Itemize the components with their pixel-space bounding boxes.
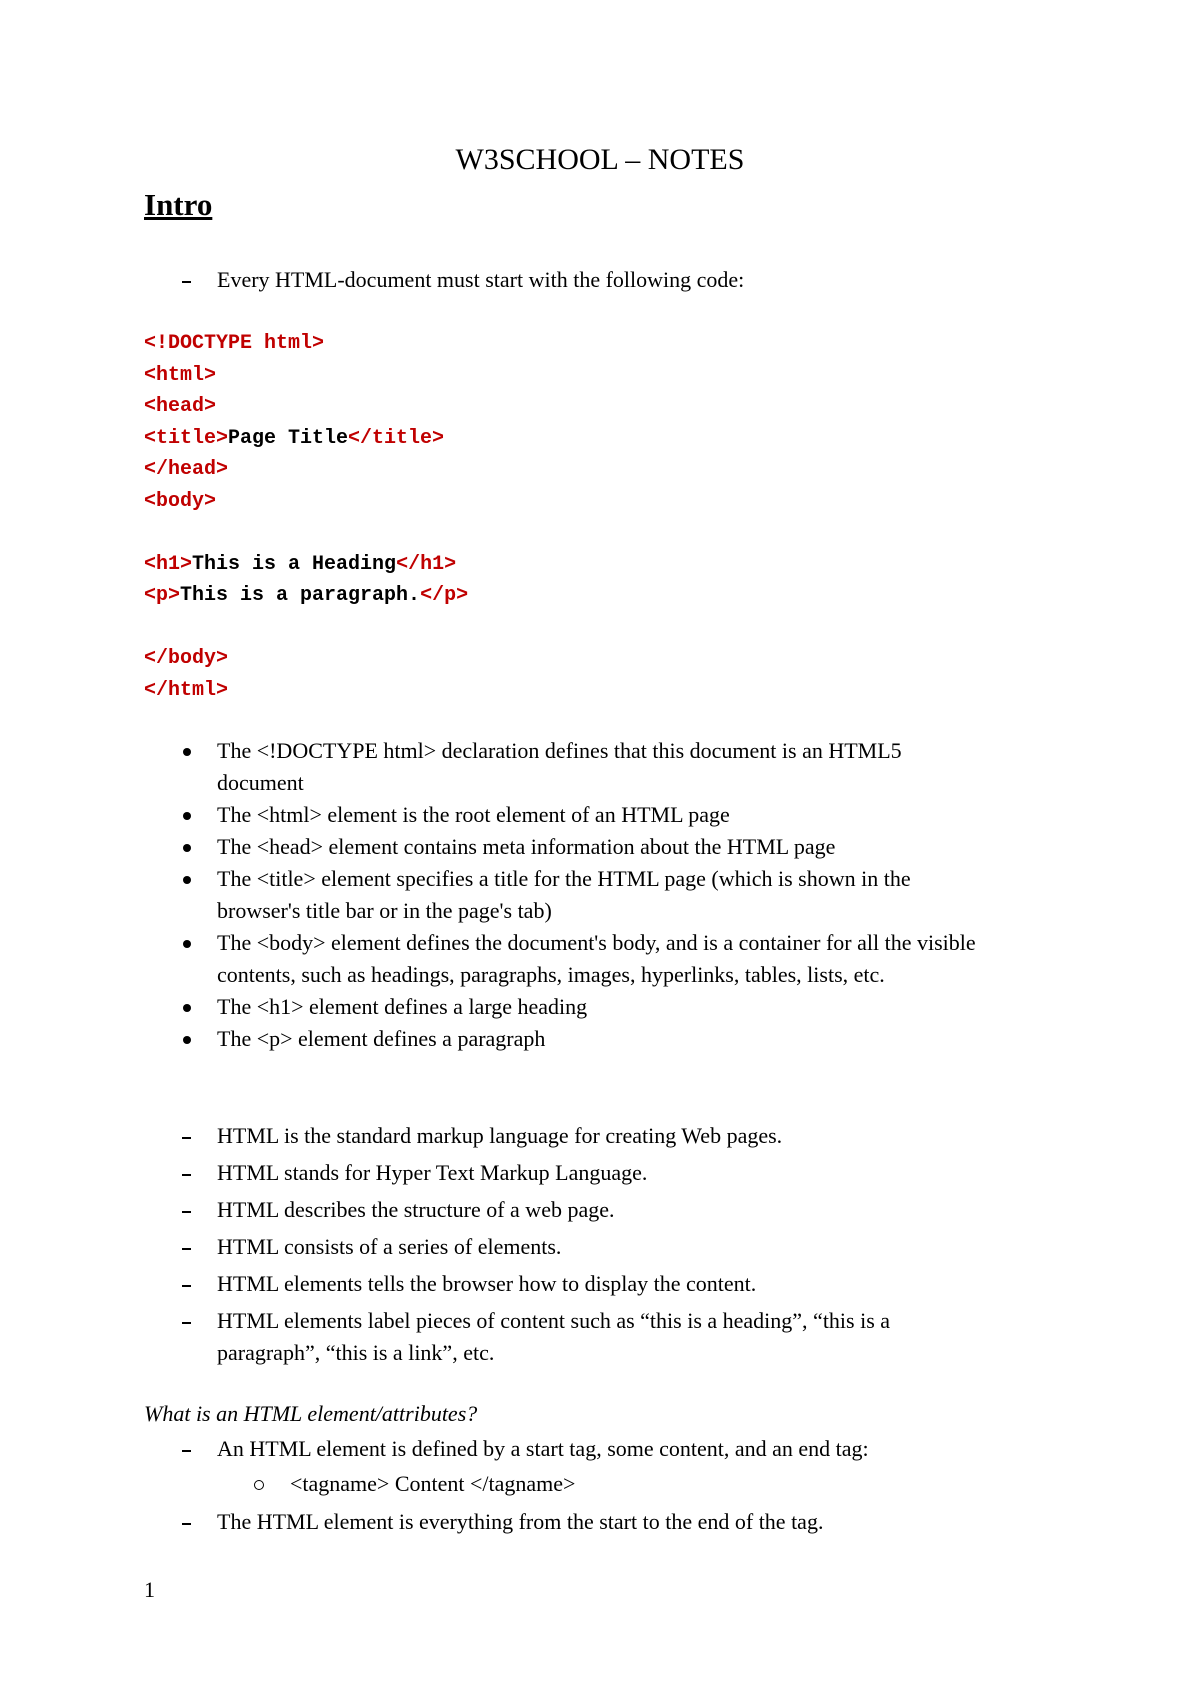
code-text: Page Title [228,426,349,450]
code-line [144,675,468,707]
dash-item-text: HTML is the standard markup language for creating Web pages. [217,1123,783,1148]
code-tag: <title> [144,426,229,450]
dash-item [217,1305,890,1369]
bullet-item-text: The <head> element contains meta information about the HTML page [217,834,836,859]
page-number: 1 [144,1577,155,1602]
code-tag: <!DOCTYPE html> [144,332,325,355]
code-tag: <h1> [144,552,193,576]
dash-item [217,1268,756,1300]
code-line [144,360,468,392]
code-line [144,612,468,644]
bullet-item-text: The <!DOCTYPE html> declaration defines that this document is an HTML5 [217,738,902,763]
code-tag: </h1> [396,552,457,576]
bullet-item-text: The <title> element specifies a title for the HTML page (which is shown in the [217,866,911,891]
hollow-circle-bullet-icon [254,1480,264,1490]
round-bullet-icon [183,748,191,756]
element-sub-item [290,1468,575,1500]
bullet-item-text: document [217,770,304,795]
code-line [144,486,468,518]
bullet-item-text: contents, such as headings, paragraphs, images, hyperlinks, tables, lists, etc. [217,962,885,987]
element-list-item [217,1433,869,1465]
bullet-item [217,831,835,863]
code-line [144,580,468,612]
bullet-item-text: The <html> element is the root element of an HTML page [217,802,730,827]
bullet-item-text: The <p> element defines a paragraph [217,1026,546,1051]
dash-item-text: HTML describes the structure of a web page. [217,1197,615,1222]
bullet-item [217,927,976,991]
intro-item-text: Every HTML-document must start with the following code: [217,267,745,292]
code-line [144,517,468,549]
code-line [144,454,468,486]
dash-item-text: HTML elements tells the browser how to display the content. [217,1271,757,1296]
dash-item-text: HTML elements label pieces of content such as “this is a heading”, “this is a [217,1308,891,1333]
round-bullet-icon [183,1004,191,1012]
bullet-item [217,1023,545,1055]
code-sample [144,328,468,706]
code-line [144,423,468,455]
code-tag: <head> [144,395,217,418]
code-text: This is a Heading [192,552,397,576]
element-item-text: An HTML element is defined by a start tag, some content, and an end tag: [217,1436,869,1461]
code-tag: </body> [144,647,229,670]
element-sub-item-text: <tagname> Content </tagname> [290,1471,576,1496]
round-bullet-icon [183,1036,191,1044]
dash-item [217,1194,614,1226]
code-text: This is a paragraph. [180,584,421,607]
code-tag: </head> [144,458,229,481]
dash-item [217,1120,782,1152]
code-tag: </title> [348,426,445,450]
dash-item-text: HTML consists of a series of elements. [217,1234,562,1259]
round-bullet-icon [183,940,191,948]
round-bullet-icon [183,876,191,884]
document-title: W3SCHOOL – NOTES [455,143,745,176]
code-tag: <p> [144,584,181,607]
code-line [144,391,468,423]
code-line [144,549,468,581]
dash-item-text: paragraph”, “this is a link”, etc. [217,1340,495,1365]
bullet-item [217,799,730,831]
bullet-item-text: The <h1> element defines a large heading [217,994,588,1019]
code-tag: <body> [144,489,217,513]
code-tag: </p> [420,584,469,607]
dash-item-text: HTML stands for Hyper Text Markup Language. [217,1160,648,1185]
bullet-item [217,863,911,927]
intro-list-item [217,264,744,296]
round-bullet-icon [183,844,191,852]
code-line [144,643,468,675]
element-section-heading: What is an HTML element/attributes? [144,1401,478,1426]
dash-item [217,1157,647,1189]
code-tag: <html> [144,363,217,387]
bullet-item [217,991,587,1023]
code-line [144,328,468,360]
bullet-item [217,735,902,799]
bullet-item-text: The <body> element defines the document's body, and is a container for all the visible [217,930,976,955]
round-bullet-icon [183,812,191,820]
bullet-item-text: browser's title bar or in the page's tab) [217,898,552,923]
code-tag: </html> [144,678,229,702]
element-list-item [217,1506,823,1538]
element-item-text: The HTML element is everything from the start to the end of the tag. [217,1509,824,1534]
section-heading-intro: Intro [144,187,213,222]
dash-item [217,1231,561,1263]
